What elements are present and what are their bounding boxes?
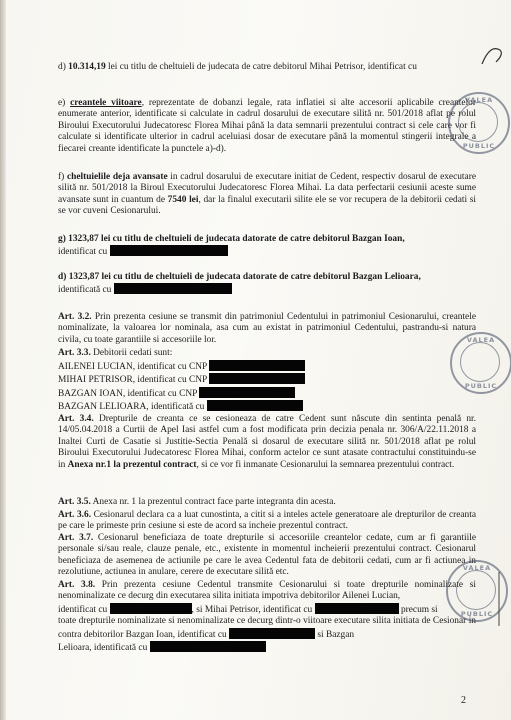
article-label: Art. 3.7. [58, 533, 94, 543]
redaction-box [150, 641, 266, 652]
item-text: , dar la finalul executarii silite ele se vor recupera de la debitorii cedati si se vor cuveni Cesionarului. [58, 194, 477, 217]
article-text: Lelioara, identificată cu [58, 643, 148, 654]
redaction-box [199, 387, 295, 398]
stamp-text: PUBLIC [460, 610, 494, 618]
paragraph-d-mihai [58, 62, 476, 73]
redaction-box [315, 603, 399, 614]
article-3-4 [58, 414, 476, 471]
item-heading: creantele viitoare [70, 98, 142, 108]
article-text: Cesionarul beneficiaza de toate drepturile si accesoriile creantelor cedate, cum ar fi garantiile personale si/sau reale, clauze penale, etc., existente in momentul incheierii prezentului contract. Cesionarul beneficiaza de asemenea de actiunile pe care le avea Cedentul fata de debitorii cedati, cum ar fi actiunea in rezolutiune, actiunea in anulare, cerere de executare silită etc. [58, 533, 476, 578]
debtor-name: MIHAI PETRISOR, identificat cu CNP [58, 375, 207, 386]
article-label: Art. 3.4. [58, 414, 94, 424]
article-label: Art. 3.6. [58, 510, 92, 520]
stamp-text: VALEA [464, 96, 494, 104]
pen-mark-icon [492, 570, 506, 630]
article-text: , si ce vor fi inmanate Cesionarului la semnarea prezentului contract. [196, 459, 455, 470]
amount: 7540 lei [167, 194, 199, 205]
debtor-item [58, 360, 476, 373]
item-prefix: g) [58, 234, 69, 244]
article-emphasis: Anexa nr.1 la prezentul contract [67, 459, 197, 470]
item-text: , reprezentate de dobanzi legale, rata inflatiei si alte accesorii aplicabile creantelor enumerate anterior, identificate si calculate in cadrul dosarului de executare silită nr. 501/2018 aflat pe rolul Biroului Executorului Judecatoresc Florea Mihai până la data semnarii prezentului contract si cele care vor fi calculate si identificate ulterior in cadrul aceluiasi dosar de executare până la momentul stingerii integrale a fiecarei creante identificate la punctele a)-d). [58, 98, 476, 154]
page-fold-shadow [0, 0, 6, 720]
item-heading: cheltuielile deja avansate [66, 172, 168, 182]
item-text: lei cu titlu de cheltuieli de judecata de catre debitorul Mihai Petrisor, identificat cu [105, 62, 417, 72]
debtor-item [58, 373, 476, 386]
item-prefix: d) [58, 62, 69, 72]
article-label: Art. 3.2. [58, 312, 92, 322]
redaction-box [209, 373, 305, 384]
debtor-name: AILENEI LUCIAN, identificat cu CNP [58, 362, 207, 372]
debtor-list [58, 360, 476, 414]
article-3-8 [58, 580, 476, 654]
article-3-2 [58, 312, 476, 346]
article-3-6 [58, 510, 476, 533]
pen-mark-icon [478, 40, 508, 70]
article-text: Prin prezenta cesiune se transmit din patrimoniul Cedentului in patrimoniul Cesionarului, creantele nominalizate, la valoarea lor nominala, asa cum au existat in patrimoniul Cedentului, pastrandu-si natura civila, cu toate garantiile si accesoriile lor. [58, 312, 476, 345]
paragraph-f [58, 172, 476, 218]
article-text: Debitorii cedati sunt: [90, 348, 173, 358]
stamp-inner-ring [458, 102, 498, 142]
item-prefix: d) [58, 272, 69, 282]
article-3-7 [58, 533, 476, 579]
article-text: , si Mihai Petrisor, identificat cu [191, 604, 313, 615]
stamp-text: VALEA [466, 336, 496, 344]
paragraph-d-lelioara [58, 272, 476, 297]
redaction-box [207, 400, 303, 411]
paragraph-g [58, 234, 476, 259]
article-text: Prin prezenta cesiune Cedentul transmite Cesionarului si toate drepturile nominalizate si nenominalizate ce decurg din executarea silita initiata impotriva debitorilor Ailenei Lucian, [58, 580, 476, 602]
stamp-seal [450, 332, 511, 394]
item-text: 1323,87 lei cu titlu de cheltuieli de judecata datorate de catre debitorul Bazgan Lelioara, [68, 272, 421, 282]
item-prefix: f) [58, 172, 67, 182]
article-label: Art. 3.3. [58, 348, 91, 358]
article-label: Art. 3.5. [58, 497, 91, 507]
debtor-item [58, 387, 476, 400]
article-text: Drepturile de creanta ce se cesioneaza de catre Cedent sunt născute din sentinta penală nr. 14/05.04.2018 a Curtii de Apel Iasi astfel cum a fost modificata prin decizia penala nr. 306/A/22.11.2018 a Inaltei Curti de Casatie si Justitie-Sectia Penală si dosarul de executare silită nr. 501/2018 aflat pe rolul Biroului Executorului Judecatoresc Florea Mihai, conform actelor ce sunt atasate contractului constituindu-se in [58, 414, 476, 470]
redaction-box [110, 603, 192, 614]
stamp-text: VALEA [462, 564, 492, 572]
article-text: precum si [398, 604, 438, 615]
article-3-5 [58, 497, 476, 508]
debtor-name: BAZGAN LELIOARA, identificată cu [58, 402, 205, 413]
article-text: Cesionarul declara ca a luat cunostinta, a citit si a inteles actele generatoare ale drepturilor de creanta pe care le primeste prin cesiune si este de acord sa incheie prezentul contract. [58, 510, 477, 532]
item-prefix: e) [58, 98, 71, 108]
stamp-inner-ring [456, 570, 496, 610]
item-text: 1323,87 lei cu titlu de cheltuieli de judecata datorate de catre debitorul Bazgan Ioan, [68, 234, 405, 244]
debtor-name: BAZGAN IOAN, identificat cu CNP [58, 388, 197, 399]
redaction-box [229, 628, 315, 639]
article-label: Art. 3.8. [58, 580, 96, 590]
redaction-box [110, 245, 228, 256]
redaction-box [209, 360, 305, 371]
paragraph-e [58, 98, 476, 155]
article-text: si Bazgan [315, 629, 355, 640]
article-text: toate drepturile nominalizate si nenominalizate ce decurg dintr-o viitoare executare silita initiata de Cesionar in contra debitorilor Bazgan Ioan, identificat cu [58, 616, 476, 640]
article-text: identificat cu [58, 604, 108, 615]
item-text: identificată cu [58, 285, 112, 296]
article-text: Anexa nr. 1 la prezentul contract face parte integranta din acesta. [90, 497, 336, 507]
item-text: identificat cu [58, 247, 108, 258]
debtor-item [58, 400, 476, 413]
item-text: in cadrul dosarului de executare initiat de Cedent, respectiv dosarul de executare silită nr. 501/2018 la Biroul Executorului Judecatoresc Florea Mihai. La data perfectarii cesiunii aceste sume avansate sunt in cuantum de [58, 172, 476, 205]
stamp-text: PUBLIC [464, 382, 498, 390]
page-number: 2 [461, 695, 466, 706]
article-3-3 [58, 348, 476, 359]
stamp-text: PUBLIC [462, 142, 496, 150]
stamp-seal [448, 92, 510, 154]
amount: 10.314,19 [68, 62, 106, 72]
redaction-box [114, 283, 232, 294]
stamp-inner-ring [460, 342, 500, 382]
